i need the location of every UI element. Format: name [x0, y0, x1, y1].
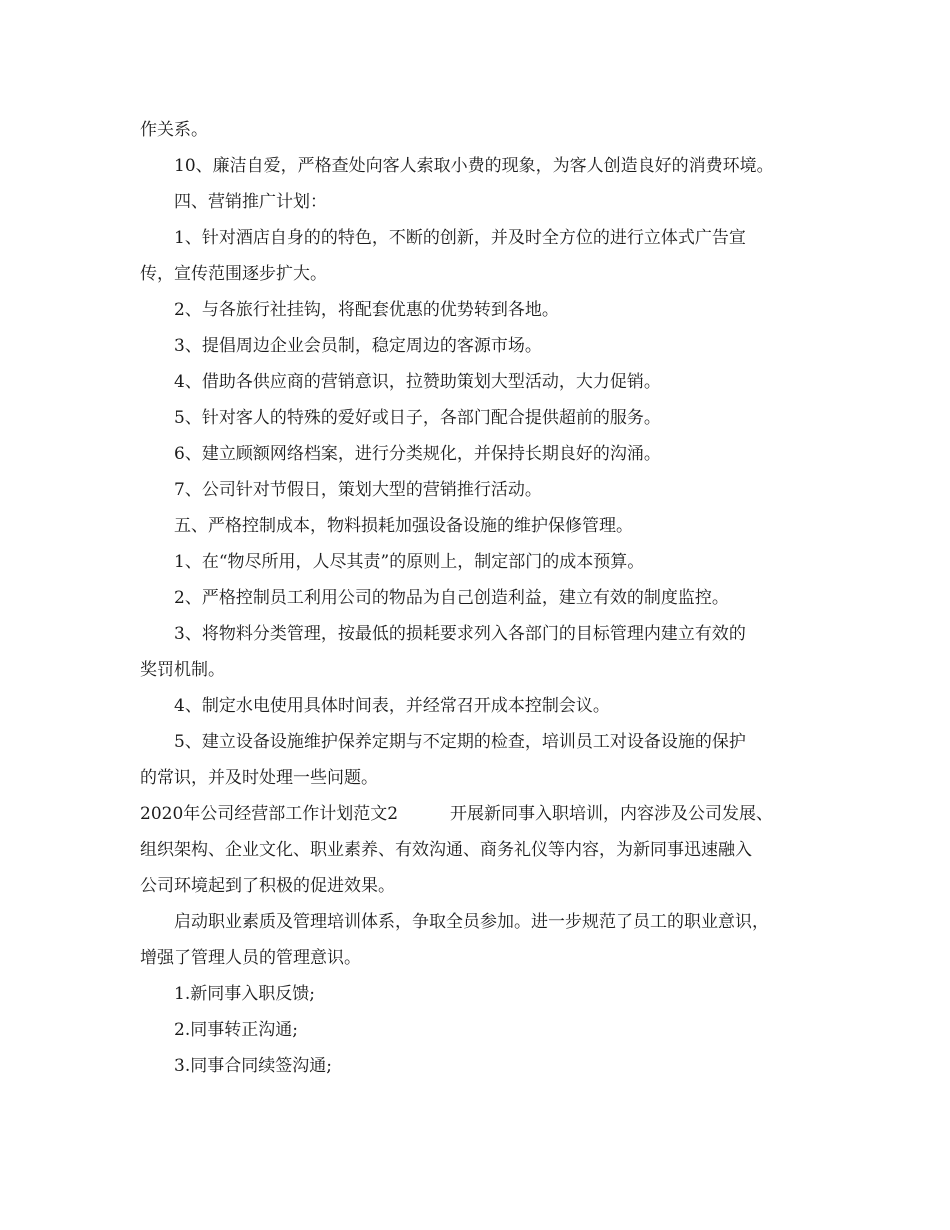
- section-first-line: 开展新同事入职培训，内容涉及公司发展、: [450, 804, 773, 824]
- document-lines-before: [140, 112, 830, 796]
- text-line: 1、在“物尽所用，人尽其责”的原则上，制定部门的成本预算。: [174, 552, 645, 572]
- text-line: 五、严格控制成本，物料损耗加强设备设施的维护保修管理。: [174, 516, 633, 536]
- text-line: 的常识，并及时处理一些问题。: [140, 768, 378, 788]
- text-line: 四、营销推广计划：: [174, 192, 327, 212]
- text-line: 1、针对酒店自身的的特色，不断的创新，并及时全方位的进行立体式广告宣: [174, 228, 746, 248]
- text-line: 2、与各旅行社挂钩，将配套优惠的优势转到各地。: [174, 300, 559, 320]
- text-line: 5、建立设备设施维护保养定期与不定期的检查，培训员工对设备设施的保护: [174, 732, 746, 752]
- text-line: 5、针对客人的特殊的爱好或日子，各部门配合提供超前的服务。: [174, 408, 661, 428]
- section-heading: 2020年公司经营部工作计划范文2: [140, 804, 399, 824]
- text-line: 4、制定水电使用具体时间表，并经常召开成本控制会议。: [174, 696, 610, 716]
- text-line: 作关系。: [140, 120, 208, 140]
- text-line: 启动职业素质及管理培训体系，争取全员参加。进一步规范了员工的职业意识，: [174, 912, 769, 932]
- text-line: 2、严格控制员工利用公司的物品为自己创造利益，建立有效的制度监控。: [174, 588, 729, 608]
- document-body: [140, 112, 830, 1084]
- text-line: 7、公司针对节假日，策划大型的营销推行活动。: [174, 480, 542, 500]
- text-line: 组织架构、企业文化、职业素养、有效沟通、商务礼仪等内容，为新同事迅速融入: [140, 840, 752, 860]
- text-line: 1.新同事入职反馈;: [174, 984, 315, 1004]
- text-line: 3、将物料分类管理，按最低的损耗要求列入各部门的目标管理内建立有效的: [174, 624, 746, 644]
- text-line: 10、廉洁自爱，严格查处向客人索取小费的现象，为客人创造良好的消费环境。: [174, 156, 774, 176]
- text-line: 3、提倡周边企业会员制，稳定周边的客源市场。: [174, 336, 542, 356]
- text-line: 4、借助各供应商的营销意识，拉赞助策划大型活动，大力促销。: [174, 372, 661, 392]
- text-line: 增强了管理人员的管理意识。: [140, 948, 361, 968]
- text-line: 传，宣传范围逐步扩大。: [140, 264, 327, 284]
- document-lines-after: [140, 832, 830, 1084]
- text-line: 公司环境起到了积极的促进效果。: [140, 876, 395, 896]
- text-line: 6、建立顾额网络档案，进行分类规化，并保持长期良好的沟涌。: [174, 444, 661, 464]
- section-heading-line: [140, 796, 830, 832]
- text-line: 2.同事转正沟通;: [174, 1020, 298, 1040]
- text-line: 3.同事合同续签沟通;: [174, 1056, 332, 1076]
- text-line: 奖罚机制。: [140, 660, 225, 680]
